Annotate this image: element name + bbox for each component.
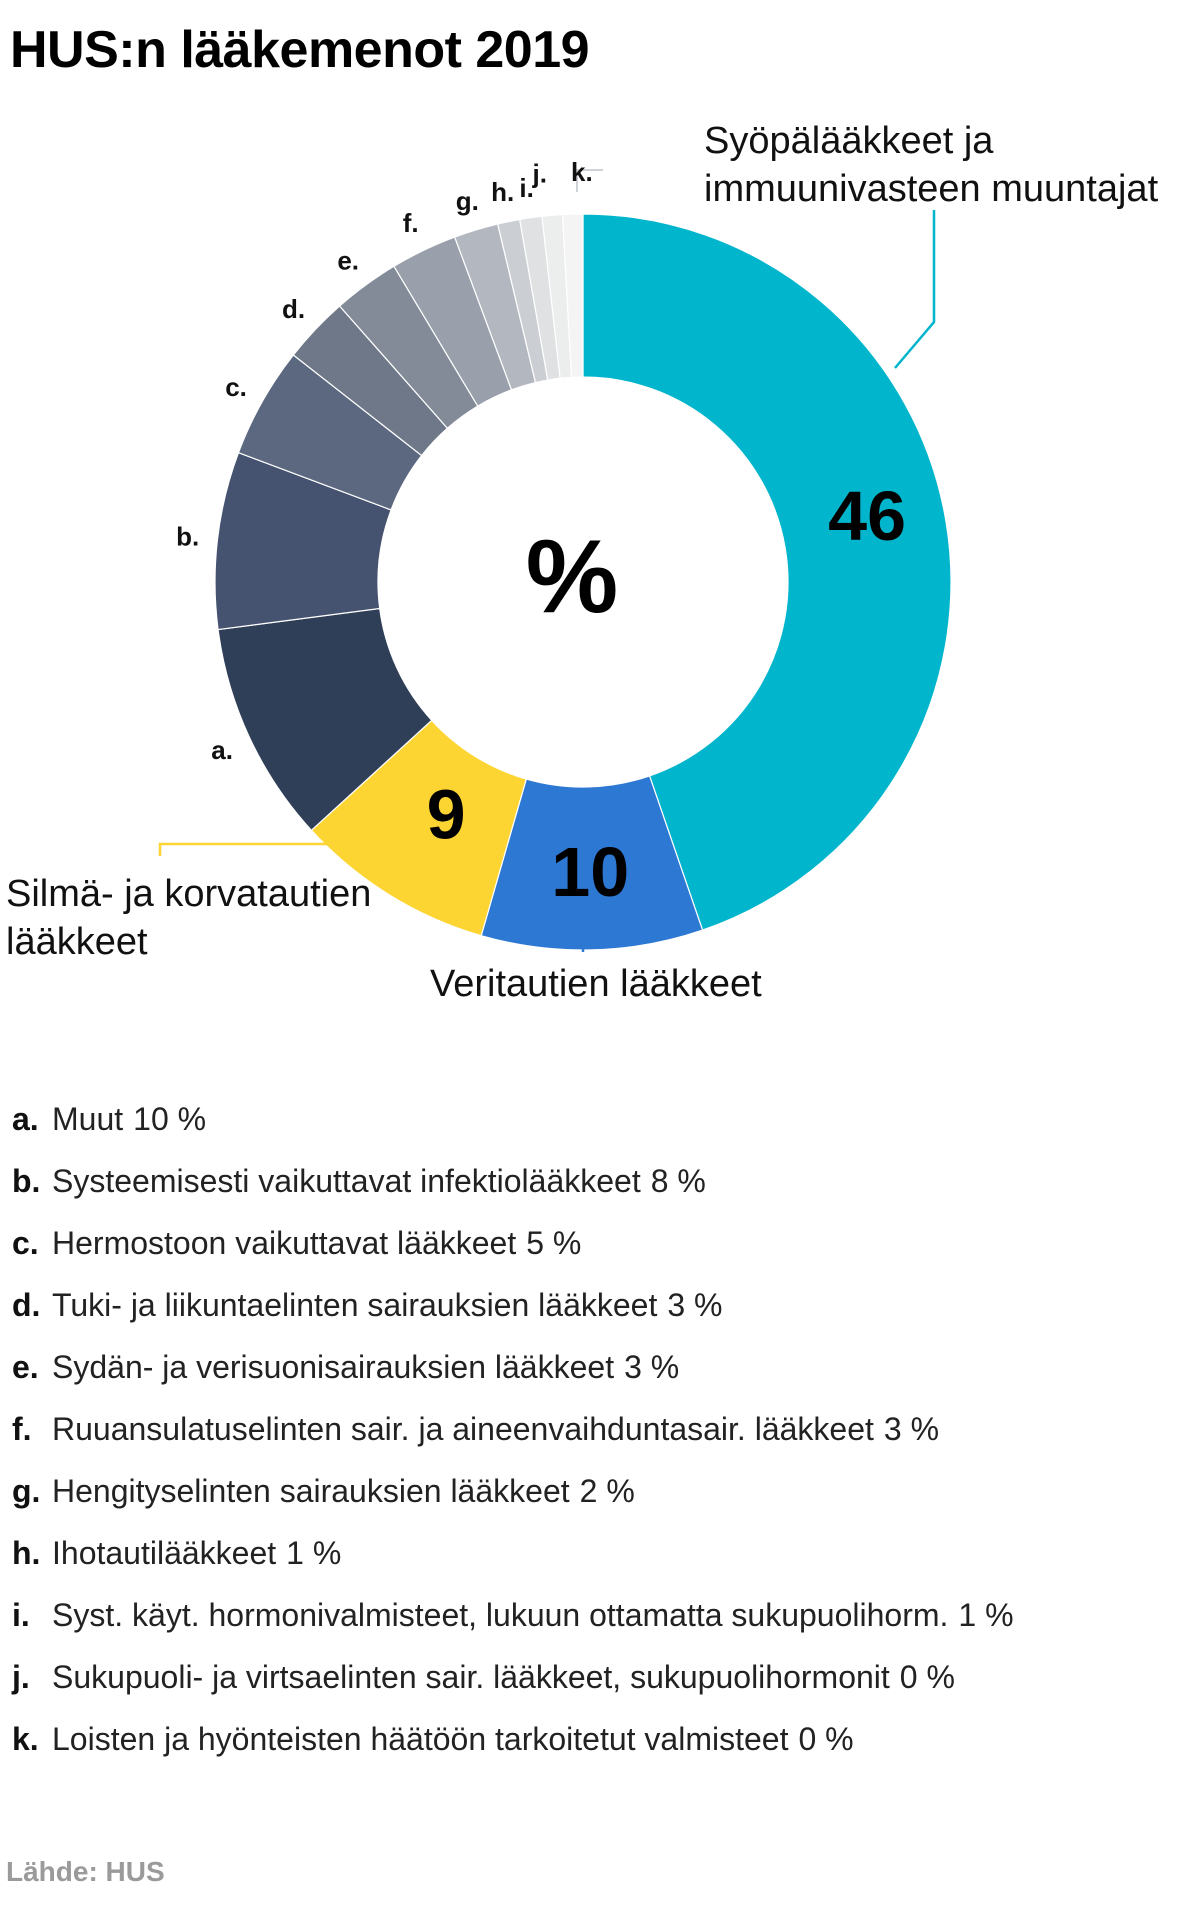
slice-key-label: k.: [571, 157, 593, 188]
slice-key-label: e.: [337, 245, 360, 276]
legend-item: [12, 1460, 1182, 1522]
legend-value: 0 %: [798, 1720, 854, 1757]
legend-value: 10 %: [133, 1100, 207, 1137]
slice-callout-label: immuunivasteen muuntajat: [704, 168, 1159, 210]
slice-key-label: h.: [491, 177, 515, 208]
legend-label: Hermostoon vaikuttavat lääkkeet: [52, 1224, 517, 1261]
legend: [12, 1088, 1182, 1770]
slice-key-label: d.: [281, 293, 306, 324]
legend-label: Ruuansulatuselinten sair. ja aineenvaihduntasair. lääkkeet: [52, 1410, 874, 1447]
legend-label: Tuki- ja liikuntaelinten sairauksien lääkkeet: [52, 1286, 658, 1323]
legend-item: [12, 1274, 1182, 1336]
legend-label: Hengityselinten sairauksien lääkkeet: [52, 1472, 570, 1509]
leader-line-cancer: [895, 210, 934, 368]
legend-key: g.: [12, 1472, 41, 1509]
slice-callout-label: Syöpälääkkeet ja: [704, 120, 994, 162]
slice-callout-label: Veritautien lääkkeet: [430, 963, 762, 1005]
legend-item: [12, 1336, 1182, 1398]
legend-item: [12, 1584, 1182, 1646]
chart-title: HUS:n lääkemenot 2019: [10, 21, 590, 79]
donut-center-label: %: [525, 519, 619, 635]
legend-item: [12, 1212, 1182, 1274]
slice-value-label: 10: [551, 832, 630, 911]
legend-key: d.: [12, 1286, 41, 1323]
slice-value-label: 9: [426, 775, 466, 854]
legend-value: 3 %: [667, 1286, 723, 1323]
legend-value: 0 %: [899, 1658, 955, 1695]
legend-item: [12, 1150, 1182, 1212]
legend-value: 3 %: [624, 1348, 680, 1385]
legend-key: e.: [12, 1348, 39, 1385]
legend-value: 2 %: [579, 1472, 635, 1509]
legend-item: [12, 1708, 1182, 1770]
legend-label: Systeemisesti vaikuttavat infektiolääkkeet: [52, 1162, 641, 1199]
legend-key: j.: [12, 1658, 30, 1695]
legend-key: a.: [12, 1100, 39, 1137]
legend-key: h.: [12, 1534, 41, 1571]
legend-key: k.: [12, 1720, 39, 1757]
slice-key-label: c.: [225, 372, 247, 403]
legend-label: Syst. käyt. hormonivalmisteet, lukuun ottamatta sukupuolihorm.: [52, 1596, 949, 1633]
slice-callout-label: lääkkeet: [6, 921, 148, 963]
legend-key: f.: [12, 1410, 32, 1447]
legend-value: 1 %: [286, 1534, 342, 1571]
legend-item: [12, 1646, 1182, 1708]
legend-value: 8 %: [650, 1162, 706, 1199]
legend-value: 3 %: [883, 1410, 940, 1447]
legend-label: Sydän- ja verisuonisairauksien lääkkeet: [52, 1348, 615, 1385]
legend-label: Muut: [52, 1100, 124, 1137]
legend-label: Sukupuoli- ja virtsaelinten sair. lääkkeet, sukupuolihormonit: [52, 1658, 890, 1695]
legend-item: [12, 1398, 1182, 1460]
slice-key-label: b.: [176, 521, 200, 552]
legend-value: 5 %: [526, 1224, 582, 1261]
slice-key-label: a.: [211, 734, 233, 765]
legend-label: Ihotautilääkkeet: [52, 1534, 277, 1571]
legend-item: [12, 1522, 1182, 1584]
legend-item: [12, 1088, 1182, 1150]
legend-value: 1 %: [958, 1596, 1014, 1633]
legend-key: i.: [12, 1596, 30, 1633]
slice-key-label: f.: [402, 208, 419, 239]
leader-line-eye: [160, 844, 338, 856]
legend-key: b.: [12, 1162, 41, 1199]
slice-key-label: i.: [519, 173, 534, 204]
legend-key: c.: [12, 1224, 39, 1261]
slice-callout-label: Silmä- ja korvatautien: [6, 873, 372, 915]
slice-key-label: j.: [532, 158, 547, 189]
slice-value-label: 46: [828, 477, 907, 556]
source-note: Lähde: HUS: [6, 1856, 165, 1887]
slice-key-label: g.: [455, 186, 479, 217]
legend-label: Loisten ja hyönteisten häätöön tarkoitetut valmisteet: [52, 1720, 789, 1757]
